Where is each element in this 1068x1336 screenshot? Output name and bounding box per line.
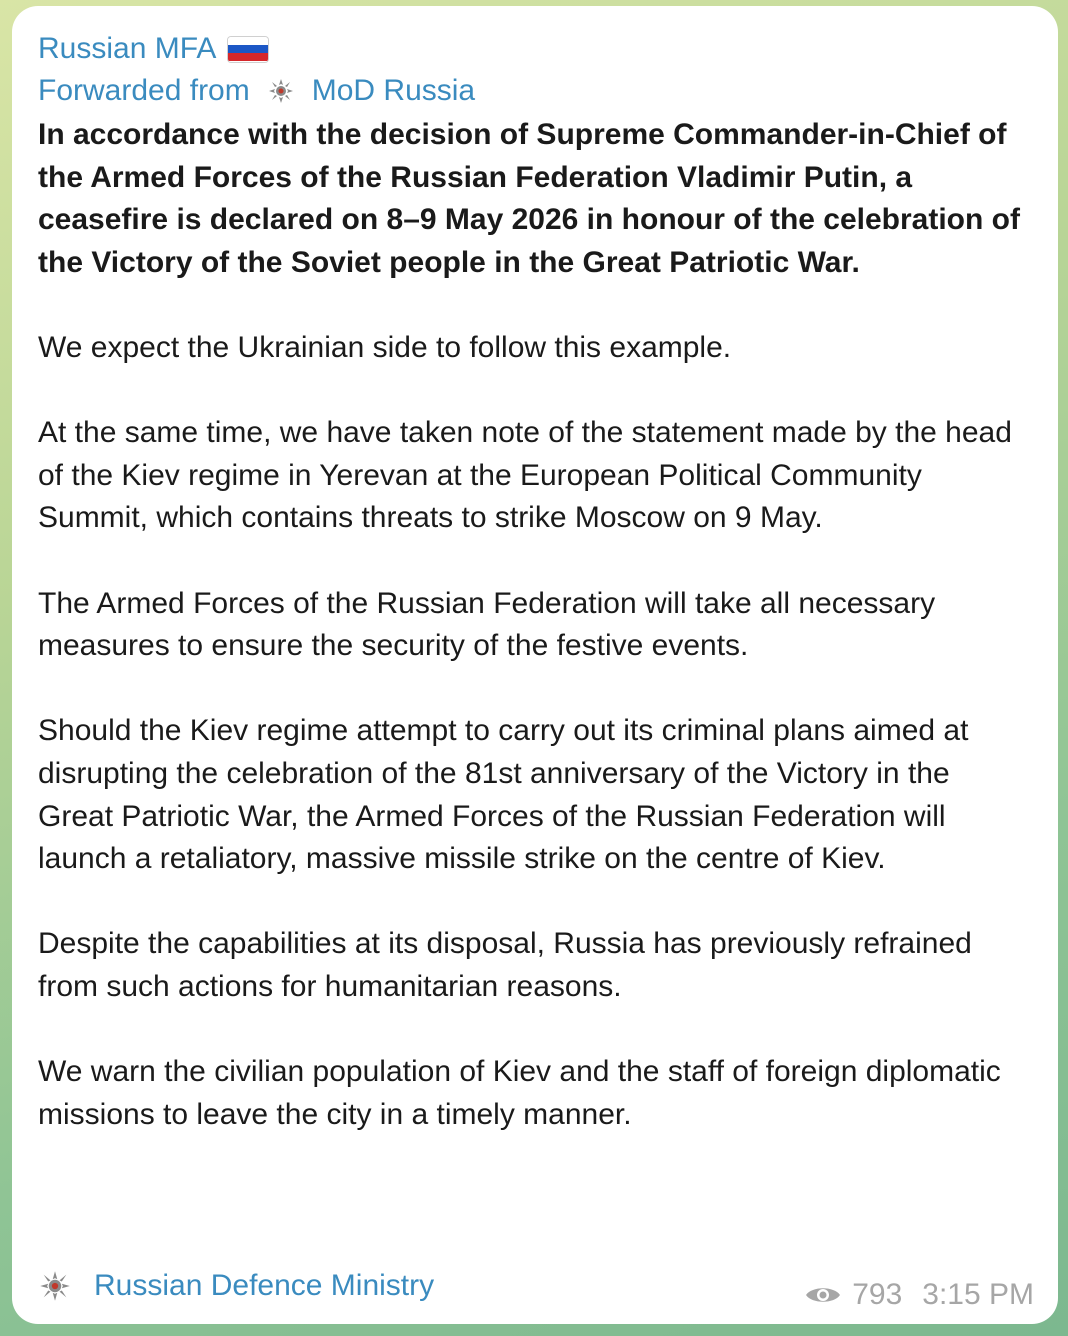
message-paragraph-4: The Armed Forces of the Russian Federation will take all necessary measures to ensure the security of the festive events. xyxy=(38,586,936,663)
russian-flag-icon xyxy=(228,37,268,62)
forwarded-source-name[interactable]: MoD Russia xyxy=(311,74,476,107)
message-paragraph-1: In accordance with the decision of Supreme Commander-in-Chief of the Armed Forces of the Russian Federation Vladimir Putin, a ceasefire is declared on 8–9 May 2026 in honour of the celebration of the Victory of the Soviet people in the Great Patriotic War. xyxy=(38,118,1020,279)
message-time: 3:15 PM xyxy=(922,1278,1034,1311)
message-text xyxy=(38,114,1032,1136)
message-paragraph-3: At the same time, we have taken note of the statement made by the head of the Kiev regime in Yerevan at the European Political Community Summit, which contains threats to strike Moscow on 9 May. xyxy=(38,416,1012,535)
forwarded-from-line[interactable] xyxy=(38,70,1032,112)
view-count: 793 xyxy=(852,1278,903,1311)
message-paragraph-5: Should the Kiev regime attempt to carry out its criminal plans aimed at disrupting the celebration of the 81st anniversary of the Victory in the Great Patriotic War, the Armed Forces of the Russian Federation will launch a retaliatory, massive missile strike on the centre of Kiev. xyxy=(38,714,969,876)
signature-link[interactable]: Russian Defence Ministry xyxy=(94,1269,435,1302)
mod-emblem-icon xyxy=(38,1269,72,1303)
eye-icon xyxy=(804,1283,842,1307)
forwarded-prefix: Forwarded from xyxy=(38,74,250,107)
message-bubble xyxy=(12,6,1058,1324)
message-paragraph-6: Despite the capabilities at its disposal, Russia has previously refrained from such actions for humanitarian reasons. xyxy=(38,927,972,1003)
message-paragraph-7: We warn the civilian population of Kiev and the staff of foreign diplomatic missions to leave the city in a timely manner. xyxy=(38,1055,1001,1131)
mod-emblem-icon xyxy=(266,76,296,106)
channel-name[interactable]: Russian MFA xyxy=(38,32,217,65)
message-paragraph-2: We expect the Ukrainian side to follow this example. xyxy=(38,330,732,364)
message-footer xyxy=(38,1258,1034,1314)
channel-header[interactable] xyxy=(38,28,1032,70)
message-meta xyxy=(804,1260,1034,1312)
